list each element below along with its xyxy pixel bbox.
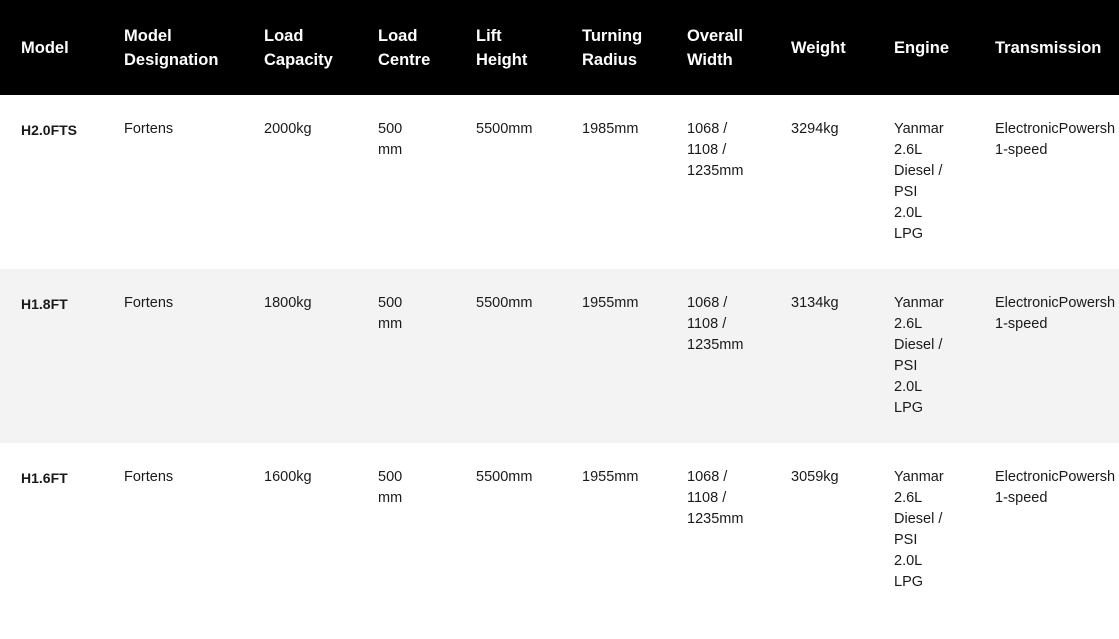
cell-designation: Fortens: [124, 121, 174, 137]
cell-weight: 3134kg: [791, 295, 839, 311]
header-turning-radius: Turning Radius: [582, 26, 643, 69]
cell-turning-radius: 1955mm: [582, 295, 639, 311]
table-header-row: [0, 0, 1119, 95]
cell-weight: 3294kg: [791, 121, 839, 137]
cell-model: H2.0FTS: [21, 122, 78, 138]
cell-overall-width: 1068 / 1108 / 1235mm: [687, 121, 744, 179]
table-row: [0, 269, 1119, 443]
header-load-capacity: Load Capacity: [264, 26, 333, 69]
cell-model: H1.6FT: [21, 470, 68, 486]
header-overall-width: Overall Width: [687, 26, 743, 69]
header-engine: Engine: [894, 38, 950, 57]
cell-turning-radius: 1985mm: [582, 121, 639, 137]
cell-load-centre: 500 mm: [378, 121, 403, 158]
cell-transmission: ElectronicPowersh 1-speed: [995, 121, 1116, 158]
cell-lift-height: 5500mm: [476, 295, 533, 311]
cell-overall-width: 1068 / 1108 / 1235mm: [687, 469, 744, 527]
cell-load-capacity: 1600kg: [264, 469, 312, 485]
cell-designation: Fortens: [124, 295, 174, 311]
header-weight: Weight: [791, 38, 846, 57]
table-row: [0, 95, 1119, 269]
cell-transmission: ElectronicPowersh 1-speed: [995, 295, 1116, 332]
cell-turning-radius: 1955mm: [582, 469, 639, 485]
cell-lift-height: 5500mm: [476, 121, 533, 137]
header-lift-height: Lift Height: [476, 26, 528, 69]
cell-load-centre: 500 mm: [378, 469, 403, 506]
cell-load-capacity: 1800kg: [264, 295, 312, 311]
table-row: [0, 443, 1119, 639]
cell-engine: Yanmar 2.6L Diesel / PSI 2.0L LPG: [894, 469, 944, 590]
cell-weight: 3059kg: [791, 469, 839, 485]
header-load-centre: Load Centre: [378, 26, 431, 69]
cell-transmission: ElectronicPowersh 1-speed: [995, 469, 1116, 506]
cell-overall-width: 1068 / 1108 / 1235mm: [687, 295, 744, 353]
cell-designation: Fortens: [124, 469, 174, 485]
cell-lift-height: 5500mm: [476, 469, 533, 485]
header-model-designation: Model Designation: [124, 26, 219, 69]
cell-load-capacity: 2000kg: [264, 121, 312, 137]
cell-engine: Yanmar 2.6L Diesel / PSI 2.0L LPG: [894, 121, 944, 242]
cell-load-centre: 500 mm: [378, 295, 403, 332]
header-model: Model: [21, 38, 69, 57]
cell-engine: Yanmar 2.6L Diesel / PSI 2.0L LPG: [894, 295, 944, 416]
header-transmission: Transmission: [995, 38, 1102, 57]
cell-model: H1.8FT: [21, 296, 68, 312]
